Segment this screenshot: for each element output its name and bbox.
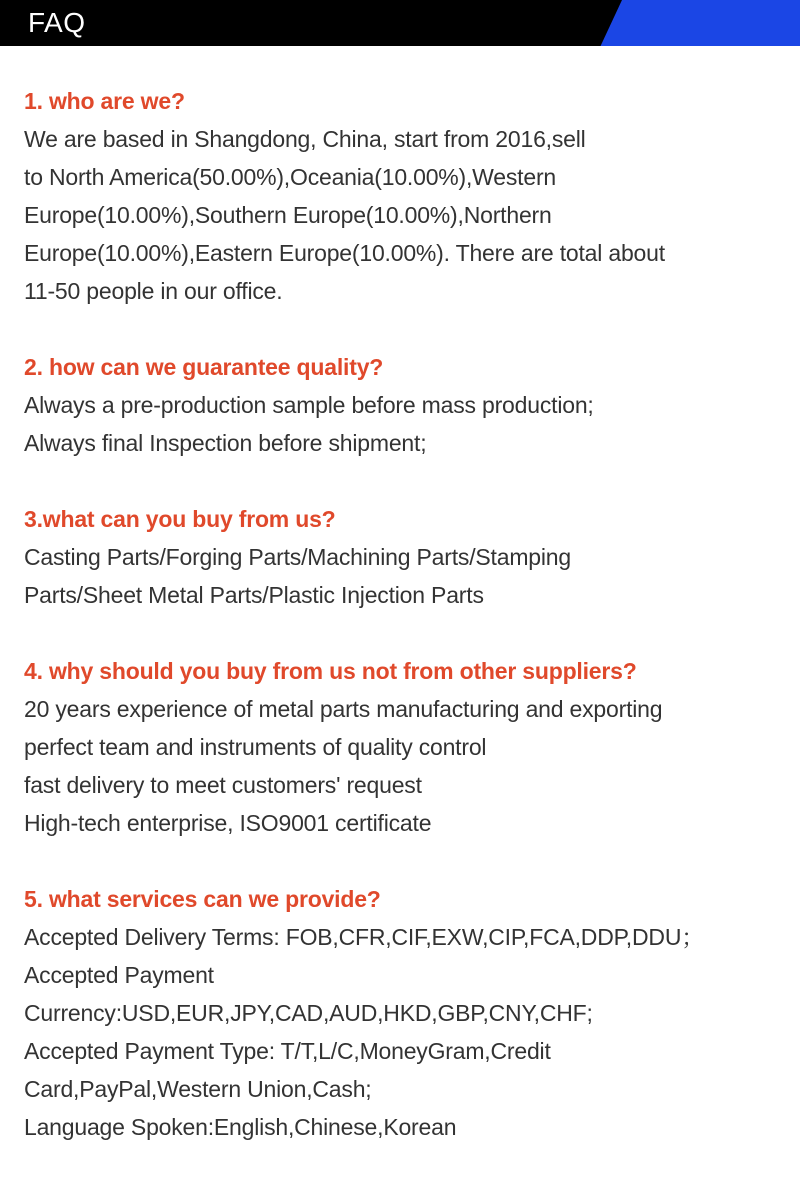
- faq-answer-line: Language Spoken:English,Chinese,Korean: [24, 1114, 457, 1140]
- faq-answer-line: Accepted Payment Type: T/T,L/C,MoneyGram,Credit: [24, 1038, 551, 1064]
- faq-answer-line: Europe(10.00%),Eastern Europe(10.00%). There are total about: [24, 240, 665, 266]
- faq-answer-line: Card,PayPal,Western Union,Cash;: [24, 1076, 372, 1102]
- faq-question: 2. how can we guarantee quality?: [24, 354, 384, 380]
- faq-section-4: [24, 652, 776, 842]
- faq-answer-line: 20 years experience of metal parts manufacturing and exporting: [24, 696, 663, 722]
- faq-answer-line: perfect team and instruments of quality control: [24, 734, 487, 760]
- faq-section-3: [24, 500, 776, 614]
- faq-answer-line: Casting Parts/Forging Parts/Machining Parts/Stamping: [24, 544, 571, 570]
- faq-question: 5. what services can we provide?: [24, 886, 381, 912]
- faq-answer-line: Parts/Sheet Metal Parts/Plastic Injection Parts: [24, 582, 484, 608]
- faq-answer-line: Accepted Delivery Terms: FOB,CFR,CIF,EXW,CIP,FCA,DDP,DDU；: [24, 924, 705, 950]
- faq-answer-line: We are based in Shangdong, China, start from 2016,sell: [24, 126, 586, 152]
- faq-question: 4. why should you buy from us not from other suppliers?: [24, 658, 637, 684]
- page-title: FAQ: [28, 7, 86, 38]
- faq-question: 3.what can you buy from us?: [24, 506, 336, 532]
- header-bar: [0, 0, 800, 46]
- faq-answer-line: 11-50 people in our office.: [24, 278, 283, 304]
- faq-question: 1. who are we?: [24, 88, 185, 114]
- blue-ribbon-shape: [601, 0, 800, 46]
- faq-answer-line: Currency:USD,EUR,JPY,CAD,AUD,HKD,GBP,CNY,CHF;: [24, 1000, 593, 1026]
- faq-section-2: [24, 348, 776, 462]
- faq-answer-line: Always a pre-production sample before mass production;: [24, 392, 594, 418]
- faq-content: [0, 82, 800, 1146]
- faq-answer-line: Accepted Payment: [24, 962, 214, 988]
- faq-answer-line: Always final Inspection before shipment;: [24, 430, 427, 456]
- faq-section-1: [24, 82, 776, 310]
- faq-answer-line: Europe(10.00%),Southern Europe(10.00%),Northern: [24, 202, 552, 228]
- faq-answer-line: fast delivery to meet customers' request: [24, 772, 422, 798]
- faq-answer-line: to North America(50.00%),Oceania(10.00%),Western: [24, 164, 557, 190]
- faq-section-5: [24, 880, 776, 1146]
- faq-answer-line: High-tech enterprise, ISO9001 certificate: [24, 810, 432, 836]
